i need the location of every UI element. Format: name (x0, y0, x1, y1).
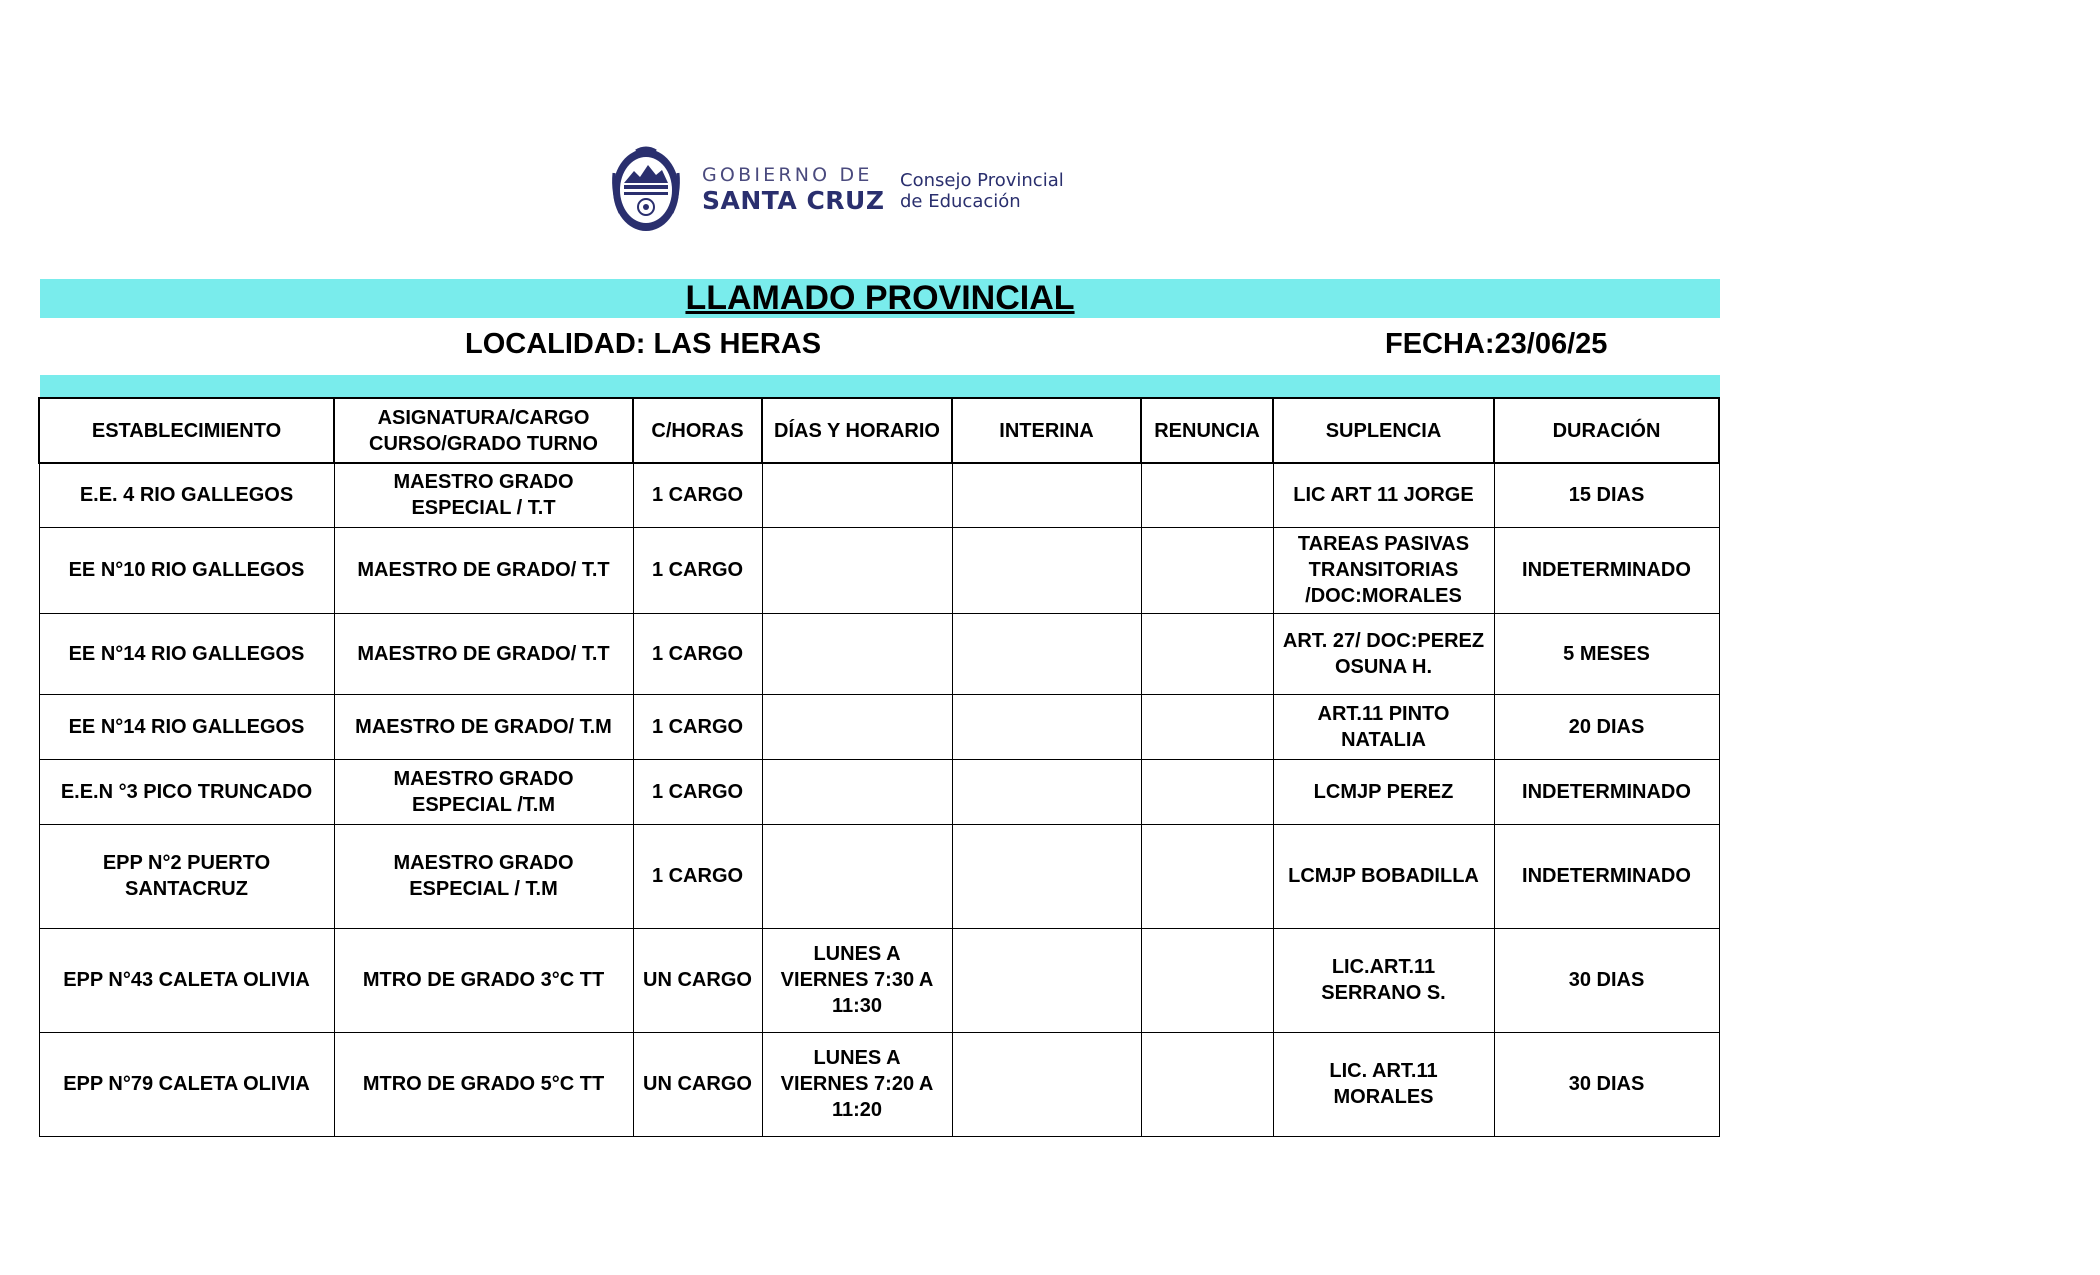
cell-line: 1 CARGO (651, 865, 744, 887)
cell-line: E.E. 4 RIO GALLEGOS (79, 484, 294, 507)
table-row (39, 694, 1719, 759)
cell-dias (762, 1032, 952, 1136)
cell-line: ESPECIAL / T.M (409, 878, 558, 900)
date-label: FECHA:23/06/25 (1385, 328, 1608, 360)
cell-line: INDETERMINADO (1522, 865, 1691, 887)
page-title: LLAMADO PROVINCIAL (685, 279, 1075, 317)
cell-suplencia (1273, 824, 1494, 928)
cell-suplencia (1273, 759, 1494, 824)
cell-choras (633, 527, 762, 613)
santa-cruz-seal-icon (610, 143, 682, 233)
cell-interina (952, 527, 1141, 613)
cell-duracion (1494, 759, 1719, 824)
cell-asignatura (334, 1032, 633, 1136)
cell-line: ESPECIAL / T.T (411, 497, 556, 520)
cell-establecimiento (39, 527, 334, 613)
cell-line: OSUNA H. (1334, 655, 1433, 678)
cell-choras (633, 759, 762, 824)
cell-line: MTRO DE GRADO 3°C TT (362, 969, 605, 991)
cell-line: MORALES (1333, 1086, 1434, 1108)
cell-asignatura (334, 527, 633, 613)
header-choras: C/HORAS (633, 398, 762, 463)
cell-choras (633, 463, 762, 527)
cell-line: INDETERMINADO (1522, 559, 1691, 581)
cell-interina (952, 1032, 1141, 1136)
cell-asignatura (334, 613, 633, 694)
cell-establecimiento (39, 1032, 334, 1136)
cell-choras (633, 1032, 762, 1136)
cell-line: NATALIA (1341, 728, 1426, 751)
cell-line: MAESTRO GRADO (393, 471, 574, 494)
header-suplencia: SUPLENCIA (1273, 398, 1494, 463)
cell-line: 11:20 (831, 1099, 883, 1121)
header-establecimiento: ESTABLECIMIENTO (39, 398, 334, 463)
table-header-row (39, 398, 1719, 463)
cell-choras (633, 928, 762, 1032)
table-row (39, 928, 1719, 1032)
cell-line: UN CARGO (643, 1073, 752, 1095)
cell-renuncia (1141, 759, 1273, 824)
cell-line: ART.11 PINTO (1317, 702, 1450, 725)
cell-line: MTRO DE GRADO 5°C TT (362, 1073, 605, 1095)
cell-line: LUNES A (813, 1047, 901, 1069)
government-label: GOBIERNO DE (702, 164, 873, 186)
cell-dias (762, 694, 952, 759)
cell-establecimiento (39, 463, 334, 527)
cell-renuncia (1141, 463, 1273, 527)
header-logo (610, 143, 1064, 233)
table-row (39, 1032, 1719, 1136)
council-label-line1: Consejo Provincial (900, 170, 1064, 191)
table-row (39, 759, 1719, 824)
cell-line: E.E.N °3 PICO TRUNCADO (60, 780, 313, 803)
cell-line: UN CARGO (643, 969, 752, 991)
cell-duracion (1494, 527, 1719, 613)
cell-interina (952, 759, 1141, 824)
cell-renuncia (1141, 1032, 1273, 1136)
cell-line: EE N°10 RIO GALLEGOS (68, 559, 305, 581)
cell-interina (952, 463, 1141, 527)
cell-renuncia (1141, 928, 1273, 1032)
cell-renuncia (1141, 613, 1273, 694)
cell-line: LIC. ART.11 (1329, 1060, 1438, 1082)
cell-asignatura (334, 824, 633, 928)
cell-renuncia (1141, 824, 1273, 928)
cell-line: 1 CARGO (651, 642, 744, 665)
cell-duracion (1494, 928, 1719, 1032)
table-row (39, 463, 1719, 527)
header-asignatura (334, 398, 633, 463)
cell-line: 20 DIAS (1568, 715, 1645, 738)
cell-line: EE N°14 RIO GALLEGOS (68, 642, 305, 665)
province-label: SANTA CRUZ (702, 186, 885, 215)
cell-suplencia (1273, 463, 1494, 527)
cell-establecimiento (39, 928, 334, 1032)
cell-interina (952, 928, 1141, 1032)
header-interina: INTERINA (952, 398, 1141, 463)
vacancy-table (38, 397, 1720, 1137)
cell-line: 15 DIAS (1568, 484, 1645, 507)
cell-line: 1 CARGO (651, 559, 744, 581)
cell-line: 5 MESES (1563, 642, 1650, 665)
cell-suplencia (1273, 527, 1494, 613)
cell-establecimiento (39, 694, 334, 759)
cell-line: ESPECIAL /T.M (412, 793, 555, 816)
council-label-line2: de Educación (900, 191, 1021, 212)
header-asignatura-line2: CURSO/GRADO TURNO (369, 432, 598, 455)
cell-line: LCMJP BOBADILLA (1288, 865, 1479, 887)
cell-line: SANTACRUZ (125, 878, 248, 900)
cell-line: ART. 27/ DOC:PEREZ (1282, 629, 1485, 652)
cell-line: SERRANO S. (1321, 982, 1446, 1004)
header-renuncia: RENUNCIA (1141, 398, 1273, 463)
cell-line: TAREAS PASIVAS (1297, 533, 1470, 555)
cell-line: 1 CARGO (651, 780, 744, 803)
cell-line: MAESTRO DE GRADO/ T.T (357, 642, 610, 665)
cell-line: EPP N°43 CALETA OLIVIA (63, 969, 310, 991)
cell-line: MAESTRO GRADO (393, 767, 574, 790)
cell-duracion (1494, 613, 1719, 694)
cell-line: 1 CARGO (651, 715, 744, 738)
cell-renuncia (1141, 694, 1273, 759)
cell-interina (952, 824, 1141, 928)
cell-establecimiento (39, 824, 334, 928)
cell-line: EPP N°79 CALETA OLIVIA (63, 1073, 310, 1095)
cell-asignatura (334, 463, 633, 527)
cell-line: LUNES A (813, 943, 901, 965)
table-body (39, 463, 1719, 1136)
cell-line: 30 DIAS (1568, 969, 1645, 991)
cell-establecimiento (39, 613, 334, 694)
cell-line: /DOC:MORALES (1305, 585, 1462, 607)
cell-line: 11:30 (831, 995, 883, 1017)
cell-suplencia (1273, 613, 1494, 694)
locality-label: LOCALIDAD: LAS HERAS (465, 328, 822, 360)
cell-line: VIERNES 7:30 A (780, 969, 934, 991)
cell-line: LIC.ART.11 (1331, 956, 1436, 978)
cell-dias (762, 527, 952, 613)
cell-asignatura (334, 759, 633, 824)
cell-dias (762, 928, 952, 1032)
cell-line: MAESTRO DE GRADO/ T.T (357, 559, 610, 581)
cell-renuncia (1141, 527, 1273, 613)
cell-duracion (1494, 824, 1719, 928)
cell-dias (762, 824, 952, 928)
cell-dias (762, 463, 952, 527)
cell-interina (952, 694, 1141, 759)
separator-band (40, 375, 1720, 397)
cell-line: VIERNES 7:20 A (780, 1073, 934, 1095)
header-asignatura-line1: ASIGNATURA/CARGO (377, 406, 590, 429)
cell-duracion (1494, 694, 1719, 759)
header-dias: DÍAS Y HORARIO (762, 398, 952, 463)
cell-dias (762, 759, 952, 824)
title-band (40, 279, 1720, 318)
cell-establecimiento (39, 759, 334, 824)
cell-duracion (1494, 1032, 1719, 1136)
cell-asignatura (334, 928, 633, 1032)
cell-line: EPP N°2 PUERTO (102, 852, 271, 874)
cell-suplencia (1273, 928, 1494, 1032)
cell-choras (633, 613, 762, 694)
cell-line: EE N°14 RIO GALLEGOS (68, 715, 305, 738)
table-row (39, 613, 1719, 694)
cell-suplencia (1273, 694, 1494, 759)
cell-suplencia (1273, 1032, 1494, 1136)
cell-line: LCMJP PEREZ (1313, 780, 1454, 803)
cell-choras (633, 694, 762, 759)
cell-line: TRANSITORIAS (1308, 559, 1459, 581)
cell-line: 1 CARGO (651, 484, 744, 507)
table-row (39, 824, 1719, 928)
cell-dias (762, 613, 952, 694)
table-row (39, 527, 1719, 613)
cell-line: LIC ART 11 JORGE (1293, 484, 1474, 507)
cell-duracion (1494, 463, 1719, 527)
cell-line: INDETERMINADO (1522, 780, 1691, 803)
cell-line: MAESTRO GRADO (393, 852, 574, 874)
cell-asignatura (334, 694, 633, 759)
cell-line: MAESTRO DE GRADO/ T.M (355, 715, 612, 738)
cell-interina (952, 613, 1141, 694)
header-duracion: DURACIÓN (1494, 398, 1719, 463)
cell-line: 30 DIAS (1568, 1073, 1645, 1095)
cell-choras (633, 824, 762, 928)
